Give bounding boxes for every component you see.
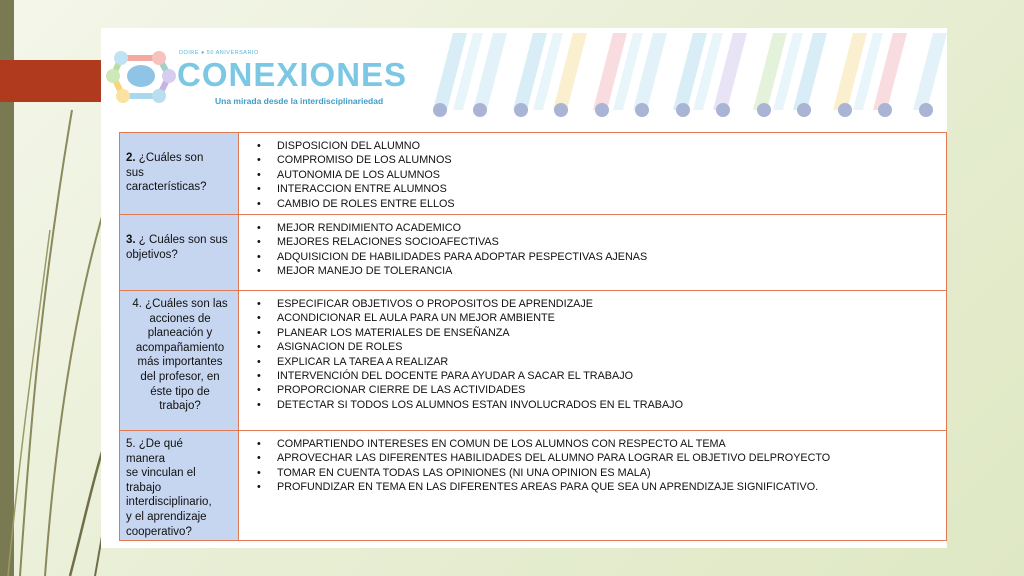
answer-list xyxy=(239,291,946,412)
answer-list xyxy=(239,431,946,495)
question-cell xyxy=(120,133,239,215)
list-item: • DETECTAR SI TODOS LOS ALUMNOS ESTAN INVOLUCRADOS EN EL TRABAJO xyxy=(277,398,946,412)
table-row xyxy=(120,133,947,215)
logo-tagline: DOIRE ● 50 ANIVERSARIO xyxy=(179,50,259,56)
list-item: • APROVECHAR LAS DIFERENTES HABILIDADES DEL ALUMNO PARA LOGRAR EL OBJETIVO DELPROYECTO xyxy=(277,451,946,465)
question-cell xyxy=(120,291,239,431)
answer-cell xyxy=(239,133,947,215)
list-item: • ACONDICIONAR EL AULA PARA UN MEJOR AMBIENTE xyxy=(277,311,946,325)
list-item: • INTERACCION ENTRE ALUMNOS xyxy=(277,182,946,196)
list-item: • TOMAR EN CUENTA TODAS LAS OPINIONES (NI UNA OPINION ES MALA) xyxy=(277,466,946,480)
list-item: • MEJORES RELACIONES SOCIOAFECTIVAS xyxy=(277,235,946,249)
answer-list xyxy=(239,133,946,211)
list-item: • PROPORCIONAR CIERRE DE LAS ACTIVIDADES xyxy=(277,383,946,397)
answer-cell xyxy=(239,291,947,431)
molecule-icon xyxy=(106,51,176,103)
list-item: • CAMBIO DE ROLES ENTRE ELLOS xyxy=(277,197,946,211)
list-item: • PLANEAR LOS MATERIALES DE ENSEÑANZA xyxy=(277,326,946,340)
list-item: • COMPARTIENDO INTERESES EN COMUN DE LOS ALUMNOS CON RESPECTO AL TEMA xyxy=(277,437,946,451)
question-text: 5. ¿De qué manera se vinculan el trabajo interdisciplinario, y el aprendizaje cooperativo? xyxy=(126,438,212,538)
table-row xyxy=(120,215,947,291)
list-item: • ADQUISICION DE HABILIDADES PARA ADOPTAR PESPECTIVAS AJENAS xyxy=(277,250,946,264)
question-text: ¿Cuáles son sus características? xyxy=(126,152,207,194)
question-text: ¿ Cuáles son sus objetivos? xyxy=(126,234,228,261)
questions-table xyxy=(119,132,947,541)
list-item: • INTERVENCIÓN DEL DOCENTE PARA AYUDAR A SACAR EL TRABAJO xyxy=(277,369,946,383)
list-item: • ASIGNACION DE ROLES xyxy=(277,340,946,354)
logo-subtitle: Una mirada desde la interdisciplinariedad xyxy=(215,96,384,106)
slide xyxy=(101,28,947,548)
list-item: • ESPECIFICAR OBJETIVOS O PROPOSITOS DE APRENDIZAJE xyxy=(277,297,946,311)
list-item: • MEJOR MANEJO DE TOLERANCIA xyxy=(277,264,946,278)
list-item: • PROFUNDIZAR EN TEMA EN LAS DIFERENTES AREAS PARA QUE SEA UN APRENDIZAJE SIGNIFICATIVO. xyxy=(277,480,946,494)
list-item: • EXPLICAR LA TAREA A REALIZAR xyxy=(277,355,946,369)
list-item: • AUTONOMIA DE LOS ALUMNOS xyxy=(277,168,946,182)
table-row xyxy=(120,431,947,541)
question-cell xyxy=(120,431,239,541)
answer-cell xyxy=(239,215,947,291)
question-text: 4. ¿Cuáles son las acciones de planeación y acompañamiento más importantes del profesor, en éste tipo de trabajo? xyxy=(132,298,228,413)
decorative-stripes xyxy=(433,33,947,110)
list-item: • COMPROMISO DE LOS ALUMNOS xyxy=(277,153,946,167)
question-number: 2. xyxy=(126,152,136,164)
list-item: • MEJOR RENDIMIENTO ACADEMICO xyxy=(277,221,946,235)
list-item: • DISPOSICION DEL ALUMNO xyxy=(277,139,946,153)
answer-list xyxy=(239,215,946,279)
table-row xyxy=(120,291,947,431)
conexiones-logo xyxy=(101,28,947,126)
question-cell xyxy=(120,215,239,291)
question-number: 3. xyxy=(126,234,136,246)
answer-cell xyxy=(239,431,947,541)
logo-title: CONEXIONES xyxy=(177,56,408,93)
